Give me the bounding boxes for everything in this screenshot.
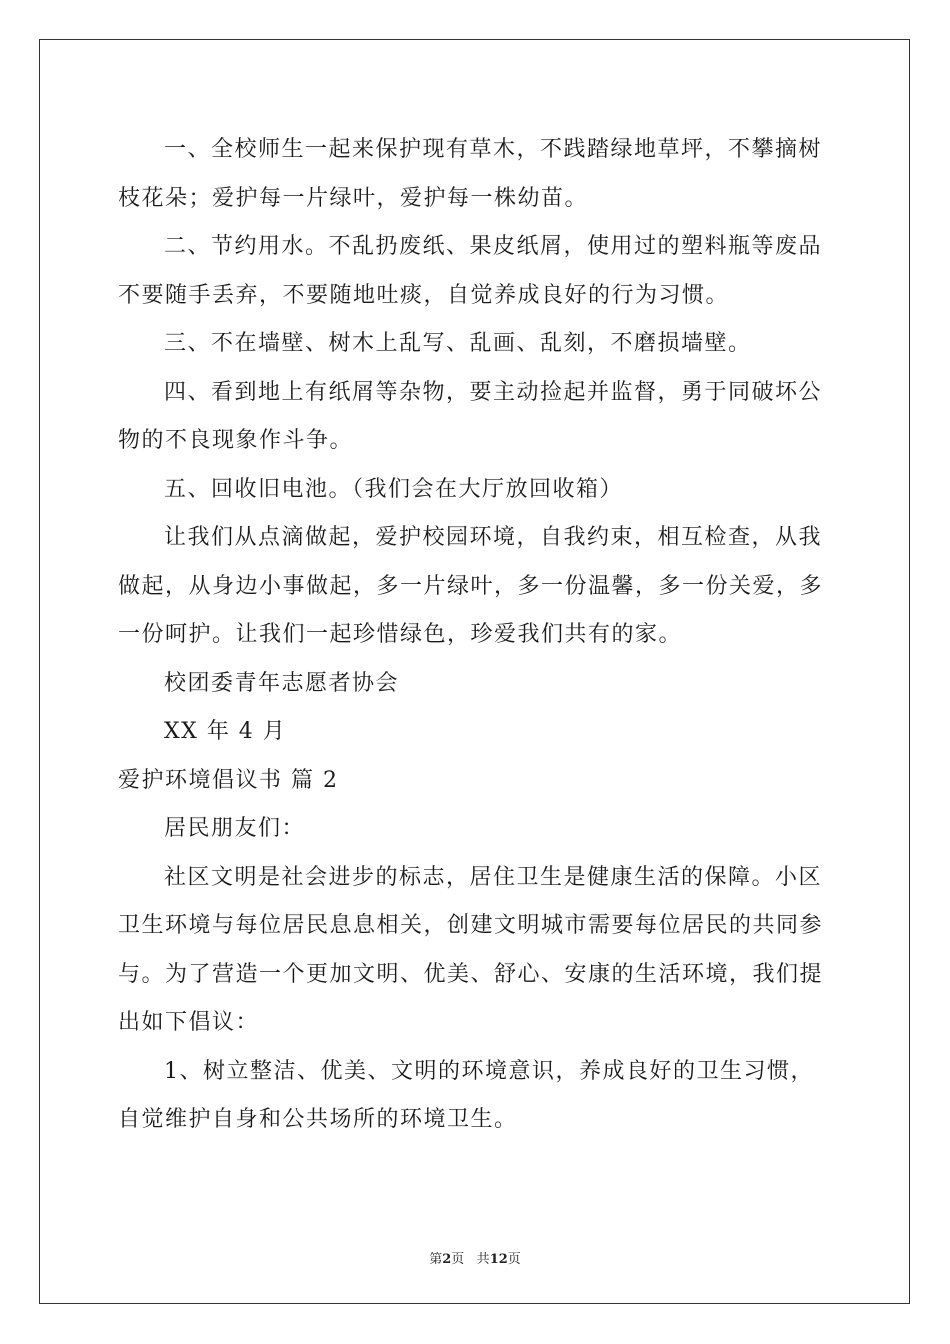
- text-line: 居民朋友们：: [164, 816, 306, 841]
- salutation: [118, 805, 838, 854]
- text-line: 不要随手丢弃，不要随地吐痰，自觉养成良好的行为习惯。: [118, 282, 730, 308]
- text-line: 卫生环境与每位居民息息相关，创建文明城市需要每位居民的共同参: [118, 913, 824, 938]
- paragraph-item-2: [118, 223, 838, 320]
- text-line: 出如下倡议：: [118, 1010, 260, 1035]
- text-line: 与。为了营造一个更加文明、优美、舒心、安康的生活环境，我们提: [118, 961, 824, 987]
- text-line: XX 年 4 月: [164, 719, 287, 744]
- proposal-item-1: [118, 1048, 838, 1145]
- text-line: 二、节约用水。不乱扔废纸、果皮纸屑，使用过的塑料瓶等废品: [164, 234, 823, 259]
- page-prefix: 第: [429, 1252, 443, 1267]
- text-line: 校团委青年志愿者协会: [164, 670, 400, 696]
- text-line: 三、不在墙壁、树木上乱写、乱画、乱刻，不磨损墙壁。: [164, 331, 752, 356]
- signature-date: [118, 708, 838, 757]
- closing-paragraph: [118, 514, 838, 660]
- paragraph-item-4: [118, 369, 838, 466]
- text-line: 枝花朵；爱护每一片绿叶，爱护每一株幼苗。: [118, 185, 589, 211]
- text-line: 让我们从点滴做起，爱护校园环境，自我约束，相互检查，从我: [164, 525, 823, 550]
- paragraph-item-3: [118, 320, 838, 369]
- paragraph-item-5: [118, 466, 838, 515]
- page-number: 2: [442, 1252, 452, 1267]
- text-line: 物的不良现象作斗争。: [118, 428, 354, 453]
- total-suffix: 页: [507, 1252, 521, 1267]
- document-body: [118, 126, 838, 1145]
- text-line: 一份呵护。让我们一起珍惜绿色，珍爱我们共有的家。: [118, 622, 683, 647]
- section-heading: [118, 757, 838, 806]
- total-number: 12: [489, 1252, 508, 1267]
- page-footer: [0, 1248, 950, 1267]
- intro-paragraph: [118, 854, 838, 1048]
- text-line: 一、全校师生一起来保护现有草木，不践踏绿地草坪，不攀摘树: [164, 137, 823, 162]
- total-prefix: 共: [476, 1252, 490, 1267]
- text-line: 社区文明是社会进步的标志，居住卫生是健康生活的保障。小区: [164, 864, 823, 890]
- signature-organization: [118, 660, 838, 709]
- page-suffix: 页: [451, 1252, 465, 1267]
- paragraph-item-1: [118, 126, 838, 223]
- text-line: 五、回收旧电池。（我们会在大厅放回收箱）: [164, 476, 624, 502]
- text-line: 1、树立整洁、优美、文明的环境意识，养成良好的卫生习惯，: [164, 1058, 814, 1084]
- text-line: 四、看到地上有纸屑等杂物，要主动捡起并监督，勇于同破坏公: [164, 379, 823, 405]
- text-line: 做起，从身边小事做起，多一片绿叶，多一份温馨，多一份关爱，多: [118, 573, 824, 599]
- text-line: 自觉维护自身和公共场所的环境卫生。: [118, 1107, 518, 1132]
- text-line: 爱护环境倡议书 篇 2: [118, 767, 339, 793]
